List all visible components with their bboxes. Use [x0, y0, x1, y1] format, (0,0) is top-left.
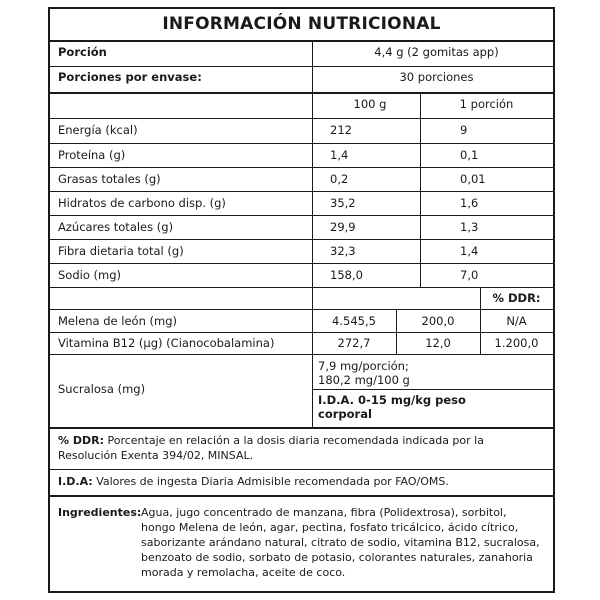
row-label: Hidratos de carbono disp. (g) [58, 196, 226, 210]
divider [50, 309, 553, 310]
sucralose-ida: I.D.A. 0-15 mg/kg peso [318, 393, 466, 407]
ingredients-text [141, 505, 541, 580]
divider [50, 287, 553, 288]
col-header-portion: 1 porción [459, 97, 514, 111]
row-per-portion: 0,1 [460, 148, 479, 162]
divider [50, 469, 553, 470]
row-per-portion: 1,3 [460, 220, 479, 234]
divider [50, 354, 553, 355]
divider [50, 66, 553, 67]
divider [312, 389, 553, 390]
column-divider [312, 40, 313, 427]
extra-row-ddr: 1.200,0 [494, 336, 539, 350]
divider [50, 92, 553, 94]
ddr-header: % DDR: [492, 291, 541, 305]
column-divider [396, 309, 397, 354]
row-label: Energía (kcal) [58, 123, 138, 137]
divider [50, 191, 553, 192]
row-per-portion: 9 [460, 123, 468, 137]
divider [50, 167, 553, 168]
divider [50, 239, 553, 240]
divider [50, 263, 553, 264]
sucralose-value: 7,9 mg/porción; [318, 359, 409, 373]
row-per100: 0,2 [330, 172, 349, 186]
row-per100: 29,9 [330, 220, 356, 234]
row-per-portion: 7,0 [460, 268, 479, 282]
ddr-note [58, 433, 548, 448]
servings-label: Porciones por envase: [58, 70, 202, 84]
row-per100: 212 [330, 123, 352, 137]
column-divider [420, 92, 421, 287]
extra-row-label: Melena de león (mg) [58, 314, 178, 328]
ingredients-line: saborizante arándano natural, citrato de sodio, vitamina B12, sucralosa, [141, 536, 540, 549]
divider [50, 118, 553, 119]
row-per-portion: 0,01 [460, 172, 486, 186]
nutrition-title: INFORMACIÓN NUTRICIONAL [162, 14, 441, 34]
extra-row-per-portion: 12,0 [425, 336, 451, 350]
extra-row-per100: 4.545,5 [332, 314, 376, 328]
sucralose-value: 180,2 mg/100 g [318, 373, 410, 387]
divider [50, 332, 553, 333]
sucralose-label: Sucralosa (mg) [58, 382, 146, 396]
ingredients-line: benzoato de sodio, sorbato de potasio, colorantes naturales, zanahoria [141, 551, 533, 564]
ingredients-label: Ingredientes: [58, 506, 142, 519]
row-per-portion: 1,6 [460, 196, 479, 210]
row-label: Fibra dietaria total (g) [58, 244, 184, 258]
extra-row-per-portion: 200,0 [421, 314, 455, 328]
ingredients-line: Agua, jugo concentrado de manzana, fibra (Polidextrosa), sorbitol, [141, 506, 507, 519]
servings-value: 30 porciones [399, 70, 474, 84]
row-label: Sodio (mg) [58, 268, 121, 282]
divider [50, 40, 553, 42]
extra-row-ddr: N/A [506, 314, 527, 328]
ida-note-label: I.D.A: [58, 475, 93, 488]
sucralose-ida: corporal [318, 407, 372, 421]
row-label: Azúcares totales (g) [58, 220, 174, 234]
row-label: Proteína (g) [58, 148, 126, 162]
ddr-note-line2: Resolución Exenta 394/02, MINSAL. [58, 449, 254, 462]
column-divider [480, 287, 481, 354]
extra-row-label: Vitamina B12 (µg) (Cianocobalamina) [58, 336, 275, 350]
nutrition-facts-panel [48, 7, 555, 593]
extra-row-per100: 272,7 [337, 336, 371, 350]
col-header-100g: 100 g [353, 97, 387, 111]
divider [50, 215, 553, 216]
portion-value: 4,4 g (2 gomitas app) [374, 45, 499, 59]
divider [50, 143, 553, 144]
row-per100: 32,3 [330, 244, 356, 258]
divider [50, 495, 553, 497]
row-label: Grasas totales (g) [58, 172, 161, 186]
ida-note [58, 474, 548, 489]
row-per100: 158,0 [330, 268, 363, 282]
row-per100: 35,2 [330, 196, 356, 210]
row-per100: 1,4 [330, 148, 349, 162]
ingredients-line: morada y remolacha, aceite de coco. [141, 566, 346, 579]
row-per-portion: 1,4 [460, 244, 479, 258]
ddr-note-text: Porcentaje en relación a la dosis diaria recomendada indicada por la [107, 434, 484, 447]
ddr-note-label: % DDR: [58, 434, 104, 447]
ingredients-line: hongo Melena de león, agar, pectina, fosfato tricálcico, ácido cítrico, [141, 521, 519, 534]
ida-note-text: Valores de ingesta Diaria Admisible recomendada por FAO/OMS. [96, 475, 449, 488]
portion-label: Porción [58, 45, 107, 59]
divider [50, 427, 553, 429]
